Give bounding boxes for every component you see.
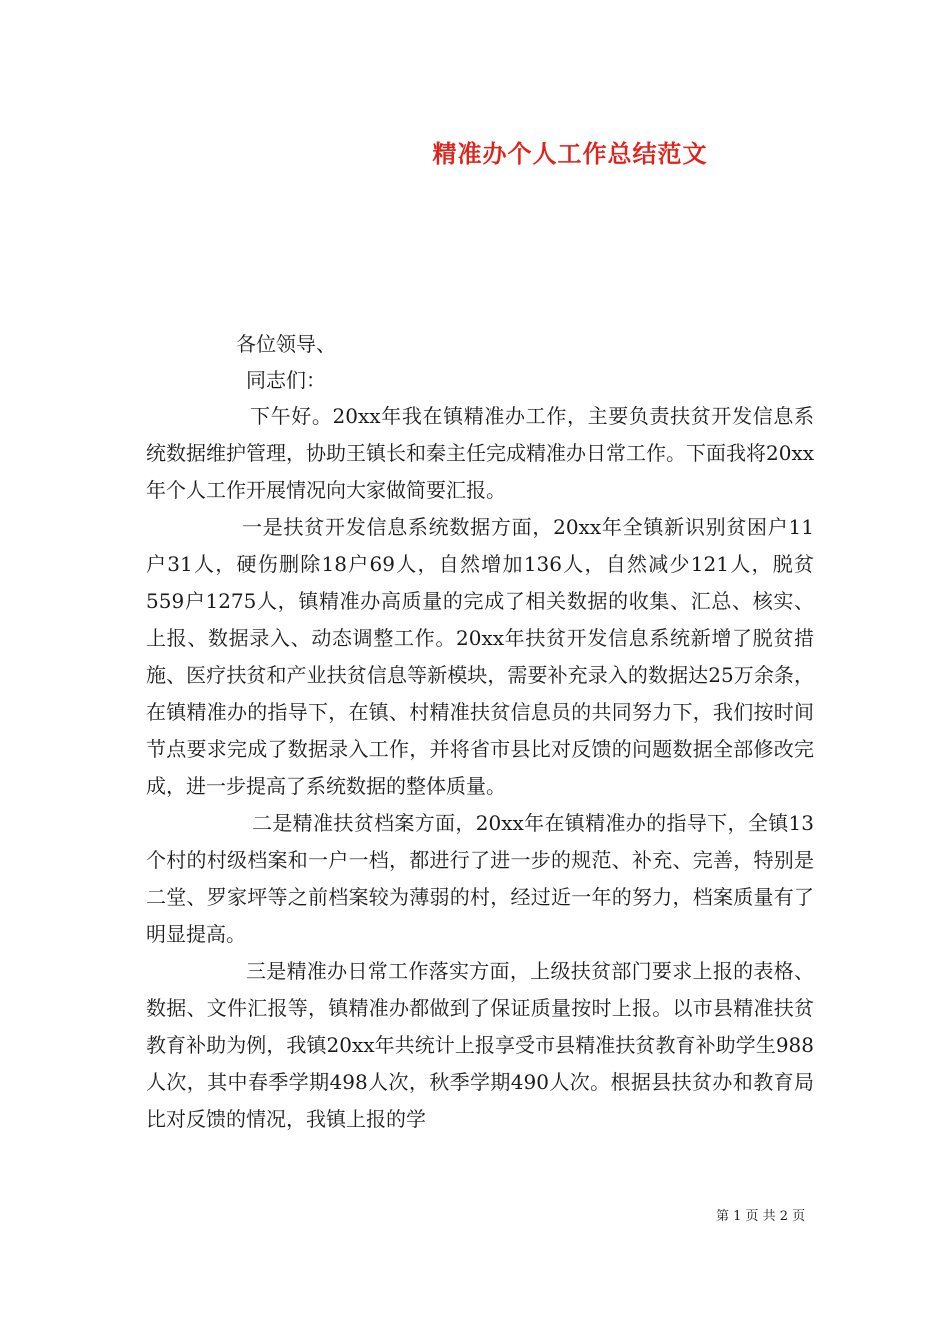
page-number: 第 1 页 共 2 页 xyxy=(716,1209,806,1224)
paragraph-archives: 二是精准扶贫档案方面，20xx年在镇精准办的指导下，全镇13个村的村级档案和一户一档，都进行了进一步的规范、补充、完善，特别是二堂、罗家坪等之前档案较为薄弱的村，经过近一年的努力，档案质量有了明显提高。 xyxy=(146,811,814,946)
paragraph-daily-work: 三是精准办日常工作落实方面，上级扶贫部门要求上报的表格、数据、文件汇报等，镇精准办都做到了保证质量按时上报。以市县精准扶贫教育补助为例，我镇20xx年共统计上报享受市县精准扶贫教育补助学生988人次，其中春季学期498人次，秋季学期490人次。根据县扶贫办和教育局比对反馈的情况，我镇上报的学 xyxy=(146,959,814,1131)
paragraph-system-data: 一是扶贫开发信息系统数据方面，20xx年全镇新识别贫困户11户31人，硬伤删除18户69人，自然增加136人，自然减少121人，脱贫559户1275人，镇精准办高质量的完成了相关数据的收集、汇总、核实、上报、数据录入、动态调整工作。20xx年扶贫开发信息系统新增了脱贫措施、医疗扶贫和产业扶贫信息等新模块，需要补充录入的数据达25万余条，在镇精准办的指导下，在镇、村精准扶贫信息员的共同努力下，我们按时间节点要求完成了数据录入工作，并将省市县比对反馈的问题数据全部修改完成，进一步提高了系统数据的整体质量。 xyxy=(146,515,814,798)
salutation-leaders: 各位领导、 xyxy=(236,332,336,356)
document-body xyxy=(146,398,814,1138)
paragraph-intro: 下午好。20xx年我在镇精准办工作，主要负责扶贫开发信息系统数据维护管理，协助王镇长和秦主任完成精准办日常工作。下面我将20xx年个人工作开展情况向大家做简要汇报。 xyxy=(146,404,815,502)
document-title: 精准办个人工作总结范文 xyxy=(432,139,708,168)
salutation-comrades: 同志们： xyxy=(246,368,326,392)
